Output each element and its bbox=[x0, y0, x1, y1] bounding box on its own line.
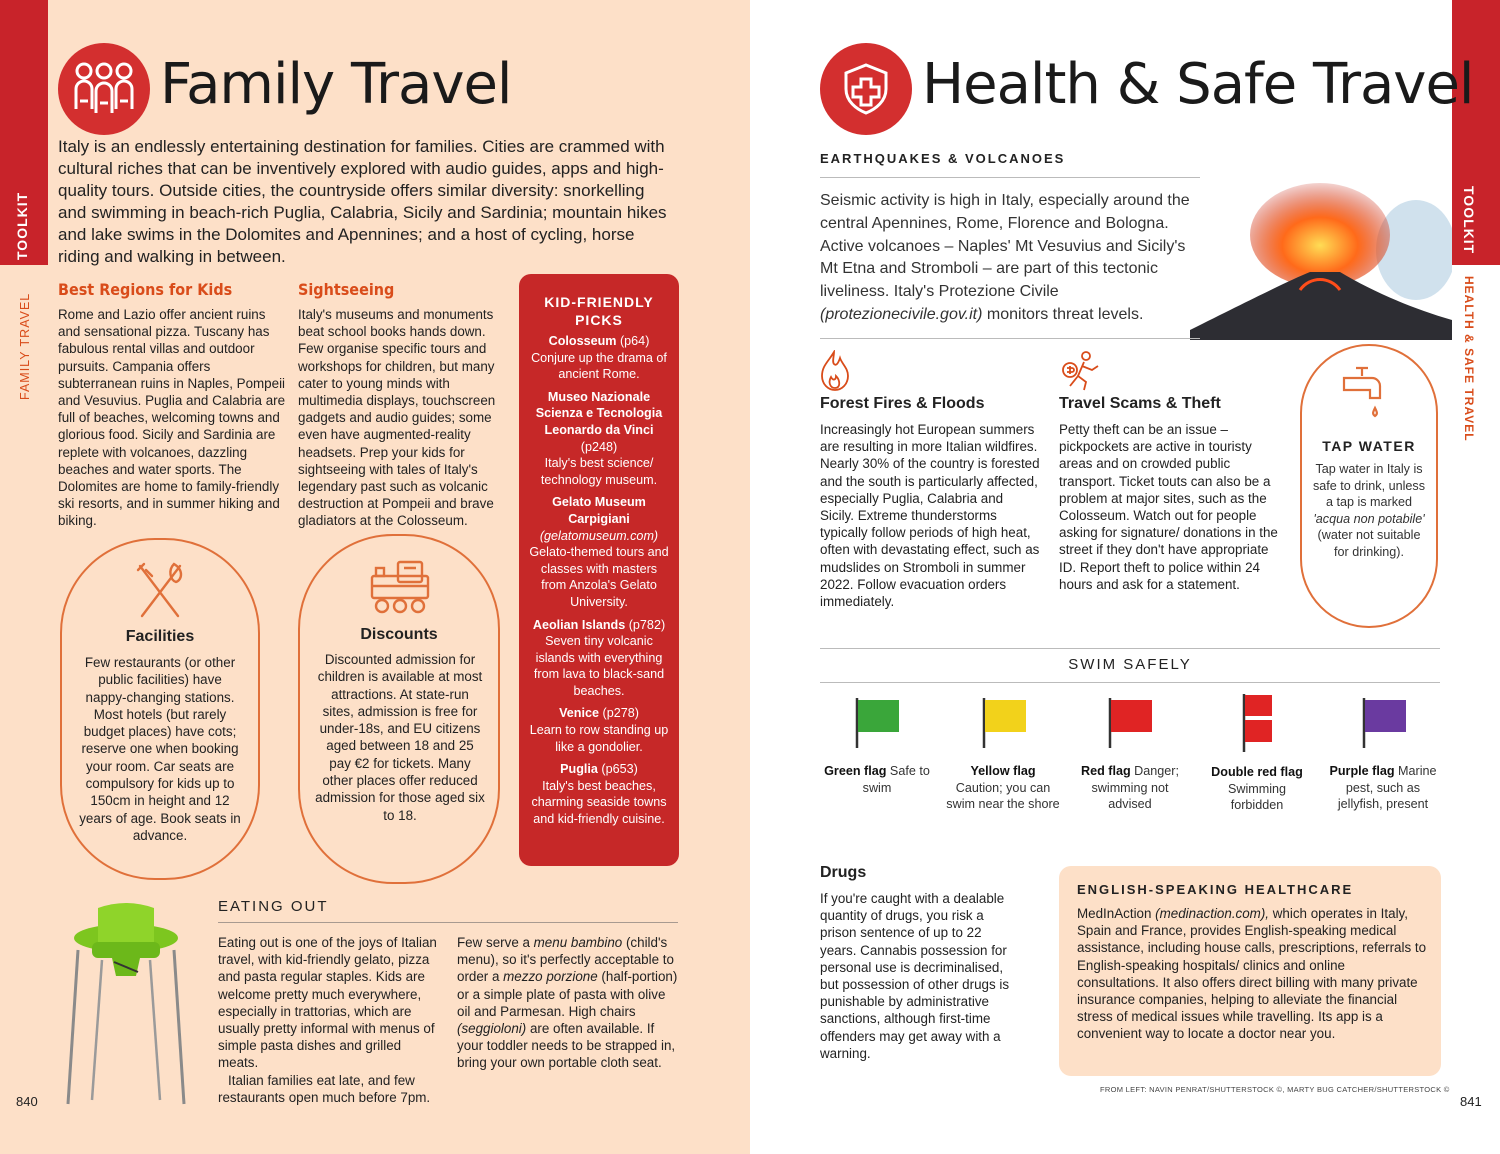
page-number-right: 841 bbox=[1460, 1094, 1482, 1109]
kid-pick-name: Puglia bbox=[560, 762, 598, 777]
purple-flag-icon bbox=[1362, 696, 1410, 755]
best-regions-body: Rome and Lazio offer ancient ruins and sensational pizza. Tuscany has fabulous rental villas and outdoor pursuits. Campania offers subterranean ruins in Naples, Pompeii and Vesuvius. Puglia and Calabria are full of beaches, welcoming towns and glorious food. Sicily and Sardinia are replete with volcanoes, dazzling beaches and water sports. The Dolomites are home to family-friendly ski resorts, and in summer hiking and biking. bbox=[58, 307, 286, 529]
red-flag-icon bbox=[1108, 696, 1156, 755]
kid-pick-name: Colosseum bbox=[548, 334, 617, 348]
kid-pick-item bbox=[527, 333, 671, 383]
quakes-heading: EARTHQUAKES & VOLCANOES bbox=[820, 151, 1066, 166]
page-title-family-travel: Family Travel bbox=[160, 52, 512, 117]
kid-pick-ref: (p278) bbox=[599, 706, 639, 721]
tap-water-text-b: (water not suitable for drinking). bbox=[1317, 528, 1421, 559]
kid-pick-name: Venice bbox=[559, 706, 599, 721]
eating-out-col2-italic: (seggioloni) bbox=[457, 1021, 527, 1037]
yellow-flag-icon bbox=[982, 696, 1030, 755]
eating-out-col1-text: Eating out is one of the joys of Italian travel, with kid-friendly gelato, pizza and pasta regular staples. Kids are welcome pretty much everywhere, especially in trattorias, which are usually pretty informal with menus of simple pasta dishes and grilled meats. bbox=[218, 935, 437, 1071]
page-number-left: 840 bbox=[16, 1094, 38, 1109]
flag-caption-bold: Green flag bbox=[824, 764, 887, 778]
double-red-flag-caption bbox=[1206, 764, 1308, 814]
facilities-heading: Facilities bbox=[125, 628, 195, 645]
right-side-tab-label: TOOLKIT bbox=[1461, 186, 1477, 255]
kid-pick-desc: Learn to row standing up like a gondolier. bbox=[529, 723, 669, 754]
green-flag-caption bbox=[822, 763, 932, 796]
flag-caption-text: Danger; swimming not advised bbox=[1091, 764, 1179, 811]
kid-pick-item bbox=[527, 761, 671, 827]
scams-body: Petty theft can be an issue – pickpockets are active in touristy areas and on crowded public transport. Ticket touts can also be a problem at major sites, such as the Colosseum. Watch out for people asking for signature/ donations in the street if they don't have appropriate ID. Report theft to police within 24 hours and ask for a statement. bbox=[1059, 422, 1278, 592]
quakes-body-text: Seismic activity is high in Italy, especially around the central Apennines, Rome, Florence and Bologna. Active volcanoes – Naples' Mt Vesuvius and Sicily's Mt Etna and Stromboli – are part of this tectonic liveliness. Italy's Protezione Civile bbox=[820, 192, 1190, 301]
tap-icon bbox=[1340, 364, 1396, 429]
left-side-tab-label: TOOLKIT bbox=[14, 191, 30, 260]
eating-out-col2-italic: mezzo porzione bbox=[503, 969, 598, 985]
fires-heading: Forest Fires & Floods bbox=[820, 395, 985, 412]
family-intro: Italy is an endlessly entertaining destination for families. Cities are crammed with cultural riches that can be inventively explored with audio guides, apps and high-quality tours. Outside cities, the countryside offers similar diversity: snorkelling and swimming in beach-rich Puglia, Calabria, Sicily and Sardinia; mountain hikes and lake swims in the Dolomites and Apennines; and a host of cycling, horse riding and walking in between. bbox=[58, 137, 667, 266]
yellow-flag-caption bbox=[946, 763, 1060, 813]
facilities-body: Few restaurants (or other public facilities) have nappy-changing stations. Most hotels (but rarely budget places) have cots; reserve one when booking your room. Car seats are compulsory for kids up to 150cm in height and 12 years of age. Book seats in advance. bbox=[79, 655, 241, 843]
kid-pick-desc: Italy's best beaches, charming seaside towns and kid-friendly cuisine. bbox=[531, 778, 667, 827]
flag-fill bbox=[1111, 700, 1152, 732]
eating-out-rule bbox=[218, 922, 678, 923]
medinaction-link[interactable]: (medinaction.com), bbox=[1155, 906, 1270, 921]
sightseeing-body: Italy's museums and monuments beat school books hands down. Few organise specific tours and workshops for children, but many cater to young minds with multimedia displays, touchscreen gadgets and audio guides; some even have augmented-reality headsets. Prep your kids for sightseeing with tales of Italy's legendary past such as volcanic destruction at Pompeii and brave gladiators at the Colosseum. bbox=[298, 307, 496, 529]
flag-fill bbox=[1245, 720, 1272, 742]
flag-caption-bold: Red flag bbox=[1081, 764, 1131, 778]
kid-pick-desc: Gelato-themed tours and classes with masters from Anzola's Gelato University. bbox=[529, 545, 669, 609]
kid-pick-name: Aeolian Islands bbox=[532, 617, 626, 632]
kid-picks-title: KID-FRIENDLY PICKS bbox=[544, 294, 654, 328]
eating-out-col2-text: Few serve a bbox=[457, 935, 534, 950]
kid-pick-item bbox=[527, 705, 671, 755]
swim-rule-bottom bbox=[820, 682, 1440, 683]
tap-water-body bbox=[1310, 461, 1428, 561]
purple-flag-caption bbox=[1322, 763, 1444, 813]
kid-pick-ref: (p653) bbox=[597, 762, 638, 777]
cutlery-icon bbox=[134, 562, 186, 625]
tap-water-italic: 'acqua non potabile' bbox=[1313, 511, 1425, 526]
kid-pick-name: Gelato Museum Carpigiani bbox=[552, 495, 646, 526]
healthcare-text: MedInAction bbox=[1077, 906, 1156, 921]
kid-pick-item bbox=[527, 617, 671, 700]
kid-picks-list bbox=[527, 333, 671, 828]
fire-icon bbox=[818, 350, 852, 397]
family-icon bbox=[58, 43, 150, 135]
flag-caption-text: Marine pest, such as jellyfish, present bbox=[1337, 764, 1437, 811]
drugs-heading: Drugs bbox=[820, 864, 867, 881]
eating-out-col2-italic: menu bambino bbox=[533, 935, 623, 950]
double-red-flag-icon bbox=[1242, 692, 1274, 759]
tap-water-text: Tap water in Italy is safe to drink, unless a tap is marked bbox=[1312, 462, 1425, 510]
swim-heading: SWIM SAFELY bbox=[1068, 656, 1192, 673]
swim-rule-top bbox=[820, 648, 1440, 649]
best-regions-heading: Best Regions for Kids bbox=[58, 280, 233, 299]
flag-caption-text: Safe to swim bbox=[862, 764, 930, 795]
kid-pick-desc: Seven tiny volcanic islands with everything from lava to black-sand beaches. bbox=[533, 634, 665, 698]
scams-heading: Travel Scams & Theft bbox=[1059, 395, 1221, 412]
tap-water-heading: TAP WATER bbox=[1322, 438, 1416, 454]
left-section-label: FAMILY TRAVEL bbox=[18, 292, 32, 400]
high-chair-illustration bbox=[62, 900, 190, 1113]
flag-fill bbox=[1365, 700, 1406, 732]
volcano-illustration bbox=[1180, 180, 1452, 345]
protezione-civile-link[interactable]: (protezionecivile.gov.it) bbox=[820, 305, 983, 323]
green-flag-icon bbox=[855, 696, 903, 755]
kid-pick-item bbox=[527, 494, 671, 610]
pickpocket-icon bbox=[1058, 350, 1102, 397]
kid-pick-desc: Conjure up the drama of ancient Rome. bbox=[531, 350, 667, 382]
flag-caption-bold: Purple flag bbox=[1329, 764, 1395, 778]
sightseeing-heading: Sightseeing bbox=[298, 280, 395, 299]
right-section-label: HEALTH & SAFE TRAVEL bbox=[1462, 276, 1476, 442]
quakes-rule-top bbox=[820, 177, 1200, 178]
flag-caption-text: Caution; you can swim near the shore bbox=[946, 780, 1060, 811]
fires-body: Increasingly hot European summers are resulting in more Italian wildfires. Nearly 30% of the country is forested and the south is particularly affected, especially Puglia, Calabria and Sicily. Extreme thunderstorms typically follow periods of high heat, often with devastating effect, such as mudslides on Stromboli in summer 2022. Follow evacuation orders immediately. bbox=[820, 422, 1040, 610]
kid-pick-desc: Italy's best science/ technology museum. bbox=[540, 456, 658, 487]
flag-fill bbox=[985, 700, 1026, 732]
eating-out-col2 bbox=[457, 934, 679, 1072]
kid-pick-item bbox=[527, 389, 671, 489]
healthcare-text-b: which operates in Italy, Spain and France, provides English-speaking medical assistance, including house calls, prescriptions, referrals to English-speaking hospitals/ clinics and online consultations. It also offers direct billing with many private insurance companies, helping to alleviate the financial stress of medical issues while travelling. Its app is a convenient way to locate a doctor near you. bbox=[1077, 906, 1427, 1042]
page-title-health-safe: Health & Safe Travel bbox=[922, 52, 1474, 117]
kid-pick-ref: (p64) bbox=[616, 334, 650, 348]
eating-out-heading: EATING OUT bbox=[218, 898, 329, 915]
healthcare-heading: ENGLISH-SPEAKING HEALTHCARE bbox=[1077, 882, 1354, 897]
eating-out-col2-text: (child's menu), so it's perfectly acceptable to order a bbox=[457, 935, 674, 985]
flag-caption-bold: Double red flag bbox=[1211, 765, 1303, 779]
kid-pick-ref: (p248) bbox=[580, 439, 618, 454]
quakes-body bbox=[820, 190, 1200, 327]
eating-out-col1 bbox=[218, 934, 442, 1106]
kid-pick-ref: (p782) bbox=[625, 617, 666, 632]
flag-fill bbox=[1245, 695, 1272, 716]
kid-pick-name: Museo Nazionale Scienza e Tecnologia Leonardo da Vinci bbox=[535, 389, 663, 437]
flag-caption-bold: Yellow flag bbox=[970, 764, 1036, 778]
flag-caption-text: Swimming forbidden bbox=[1227, 781, 1287, 812]
red-flag-caption bbox=[1072, 763, 1188, 813]
eating-out-col1-text-b: Italian families eat late, and few restaurants open much before 7pm. bbox=[218, 1072, 431, 1105]
eating-out-col2-text: are often available. If your toddler needs to be strapped in, bring your own portable cloth seat. bbox=[457, 1021, 676, 1071]
quakes-body-text-b: monitors threat levels. bbox=[982, 305, 1144, 323]
kid-pick-ref: (gelatomuseum.com) bbox=[539, 528, 659, 543]
drugs-body: If you're caught with a dealable quantity of drugs, you risk a prison sentence of up to 22 years. Cannabis possession for personal use is decriminalised, but possession of other drugs is punishable by administrative sanctions, although first-time offenders may get away with a warning. bbox=[820, 891, 1010, 1061]
medical-shield-icon bbox=[820, 43, 912, 135]
toy-train-icon bbox=[368, 558, 432, 621]
quakes-rule-bottom bbox=[820, 338, 1200, 339]
discounts-heading: Discounts bbox=[360, 626, 438, 643]
photo-credits: FROM LEFT: NAVIN PENRAT/SHUTTERSTOCK ©, MARTY BUG CATCHER/SHUTTERSTOCK © bbox=[1100, 1085, 1450, 1094]
healthcare-body bbox=[1077, 905, 1427, 1043]
eating-out-col2-text: (half-portion) or a simple plate of pasta with olive oil and Parmesan. High chairs bbox=[457, 969, 678, 1019]
flag-fill bbox=[858, 700, 899, 732]
discounts-body: Discounted admission for children is available at most attractions. At state-run sites, admission is free for under-18s, and EU citizens aged between 18 and 25 pay €2 for tickets. Many other places offer reduced admission for those aged six to 18. bbox=[315, 652, 485, 823]
